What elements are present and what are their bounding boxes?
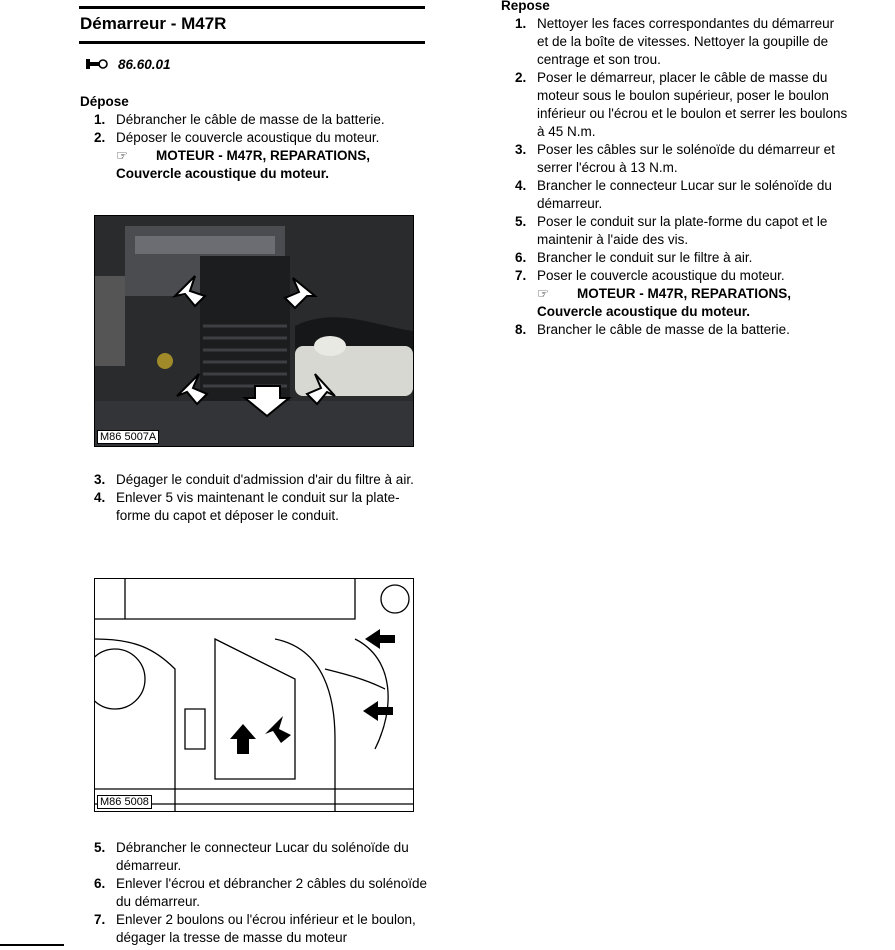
list-item: 7. Poser le couvercle acoustique du moteur. ☞ MOTEUR - M47R, REPARATIONS, Couvercle acoustique du moteur.: [515, 267, 849, 321]
figure-label: M86 5008: [97, 795, 152, 809]
list-item: 2. Poser le démarreur, placer le câble de masse du moteur sous le boulon supérieur, poser le boulon inférieur ou l'écrou et le boulon et serrer les boulons à 45 N.m.: [515, 70, 848, 139]
list-item: 3. Dégager le conduit d'admission d'air du filtre à air.: [94, 472, 414, 487]
pointing-hand-icon: ☞: [537, 286, 550, 301]
list-item: 4. Brancher le connecteur Lucar sur le solénoïde du démarreur.: [515, 178, 832, 211]
removal-steps-b: [94, 471, 428, 525]
operation-code-row: [86, 57, 171, 72]
list-item: 5. Poser le conduit sur la plate-forme du capot et le maintenir à l'aide des vis.: [515, 214, 828, 247]
engine-photo-figure: [94, 215, 414, 447]
operation-code: 86.60.01: [118, 57, 171, 72]
engine-photo-illustration: [95, 216, 413, 446]
refit-heading: Repose: [501, 0, 550, 13]
figure-label: M86 5007A: [97, 430, 159, 444]
list-item: 1. Débrancher le câble de masse de la batterie.: [94, 112, 385, 127]
title-rule-bottom: [79, 41, 425, 44]
list-item: 3. Poser les câbles sur le solénoïde du démarreur et serrer l'écrou à 13 N.m.: [515, 142, 835, 175]
title-rule-top: [79, 6, 425, 9]
line-drawing-figure: [94, 578, 414, 812]
cross-reference[interactable]: ☞ MOTEUR - M47R, REPARATIONS, Couvercle acoustique du moteur.: [116, 148, 371, 181]
list-item: 6. Brancher le conduit sur le filtre à air.: [515, 250, 753, 265]
list-item: 6. Enlever l'écrou et débrancher 2 câbles du solénoïde du démarreur.: [94, 876, 428, 909]
removal-steps-c: [94, 839, 428, 947]
refit-steps: [515, 15, 849, 339]
removal-heading: Dépose: [80, 94, 129, 109]
wrench-icon: [86, 57, 108, 72]
cross-reference[interactable]: ☞ MOTEUR - M47R, REPARATIONS, Couvercle acoustique du moteur.: [537, 286, 792, 319]
removal-steps-a: [94, 111, 424, 183]
pointing-hand-icon: ☞: [116, 148, 129, 163]
list-item: 4. Enlever 5 vis maintenant le conduit sur la plate-forme du capot et déposer le conduit.: [94, 490, 400, 523]
page-title: Démarreur - M47R: [80, 14, 227, 33]
line-drawing-illustration: [95, 579, 413, 811]
page-edge-rule: [0, 944, 64, 946]
list-item: 1. Nettoyer les faces correspondantes du démarreur et de la boîte de vitesses. Nettoyer la goupille de centrage et son trou.: [515, 16, 835, 67]
list-item: 7. Enlever 2 boulons ou l'écrou inférieur et le boulon, dégager la tresse de masse du moteur: [94, 912, 416, 945]
list-item: 5. Débrancher le connecteur Lucar du solénoïde du démarreur.: [94, 840, 409, 873]
list-item: 2. Déposer le couvercle acoustique du moteur. ☞ MOTEUR - M47R, REPARATIONS, Couvercle acoustique du moteur.: [94, 129, 424, 183]
list-item: 8. Brancher le câble de masse de la batterie.: [515, 322, 790, 337]
